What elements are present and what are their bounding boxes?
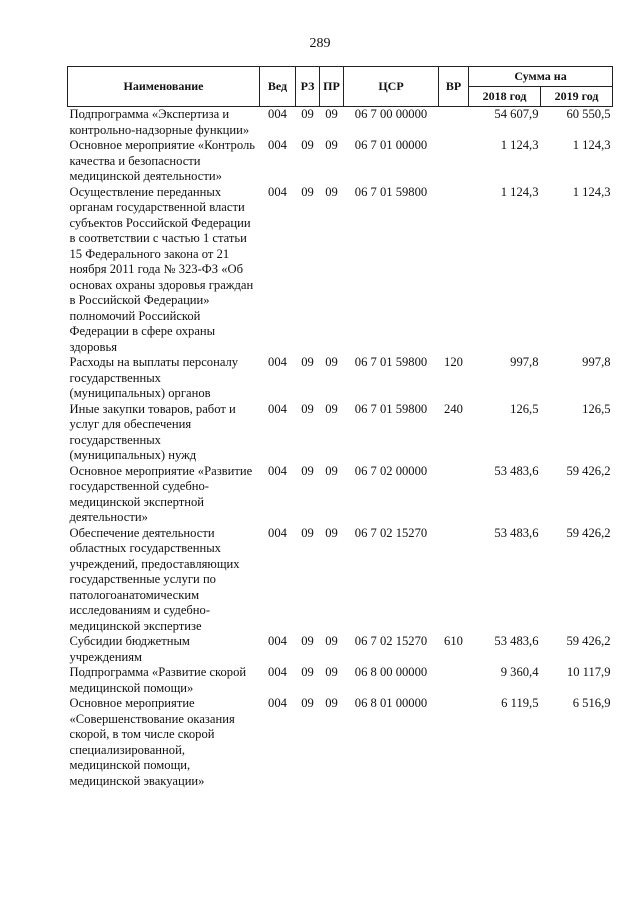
row-name: Подпрограмма «Развитие скорой медицинской помощи» [69,665,247,695]
header-pr: ПР [320,67,344,107]
row-csr: 06 8 00 00000 [354,665,428,679]
row-2018: 1 124,3 [500,184,539,199]
header-sum: Сумма на [469,67,613,87]
row-ved: 004 [268,355,287,369]
row-pr: 09 [325,355,338,369]
row-2019: 59 426,2 [566,525,611,540]
row-ved: 004 [268,401,287,416]
row-ved: 004 [268,634,287,648]
row-ved: 004 [268,107,287,121]
row-2018: 53 483,6 [494,634,539,648]
row-2019: 10 117,9 [566,665,611,679]
row-ved: 004 [268,184,287,199]
page-number: 289 [309,36,331,51]
row-rz: 09 [301,184,314,199]
row-name: Подпрограмма «Экспертиза и контрольно-надзорные функции» [69,107,250,137]
row-csr: 06 7 00 00000 [354,107,428,121]
row-rz: 09 [301,665,314,679]
row-pr: 09 [325,696,338,710]
row-csr: 06 7 02 15270 [354,525,428,540]
row-rz: 09 [301,355,314,369]
row-rz: 09 [301,401,314,416]
row-ved: 004 [268,665,287,679]
budget-table [67,66,613,789]
row-2018: 6 119,5 [501,696,539,710]
row-name: Основное мероприятие «Развитие государственной судебно-медицинской экспертной деятельности» [69,463,253,524]
row-csr: 06 7 02 00000 [354,463,428,478]
row-pr: 09 [325,525,338,540]
row-2018: 1 124,3 [500,138,539,152]
row-pr: 09 [325,401,338,416]
row-rz: 09 [301,634,314,648]
row-csr: 06 8 01 00000 [354,696,428,710]
row-2019: 6 516,9 [572,696,611,710]
row-vr [439,665,469,696]
row-vr [439,526,469,635]
row-2018: 54 607,9 [494,107,539,121]
header-vr: ВР [439,67,469,107]
header-rz: РЗ [296,67,320,107]
row-vr [439,107,469,139]
row-2019: 1 124,3 [572,138,611,152]
row-ved: 004 [268,525,287,540]
row-2019: 60 550,5 [566,107,611,121]
row-vr [439,138,469,185]
row-pr: 09 [325,665,338,679]
row-name: Осуществление переданных органам государственной власти субъектов Российской Федерации в соответствии с частью 1 статьи 15 Федерального закона от 21 ноября 2011 года № 323-ФЗ «Об основах охраны здоровья граждан в Российской Федерации» полномочий Российской Федерации в сфере охраны здоровья [69,184,254,354]
row-2019: 997,8 [582,355,611,369]
row-pr: 09 [325,463,338,478]
row-csr: 06 7 01 59800 [354,184,428,199]
table-row [68,696,613,789]
table-row [68,107,613,139]
row-pr: 09 [325,107,338,121]
row-2018: 997,8 [510,355,539,369]
row-name: Расходы на выплаты персоналу государственных (муниципальных) органов [69,355,239,400]
header-csr: ЦСР [344,67,439,107]
row-rz: 09 [301,138,314,152]
table-row [68,138,613,185]
row-2019: 59 426,2 [566,634,611,648]
row-vr [439,185,469,356]
header-2019: 2019 год [541,87,613,107]
row-rz: 09 [301,107,314,121]
row-rz: 09 [301,696,314,710]
row-vr: 240 [444,401,463,416]
row-name: Субсидии бюджетным учреждениям [69,634,190,664]
table-row [68,665,613,696]
row-ved: 004 [268,463,287,478]
row-vr [439,464,469,526]
header-row [68,67,613,87]
table-row [68,402,613,464]
row-name: Основное мероприятие «Совершенствование оказания скорой, в том числе скорой специализированной, медицинской помощи, медицинской эвакуации» [69,696,235,788]
table-row [68,185,613,356]
row-pr: 09 [325,634,338,648]
row-2019: 59 426,2 [566,463,611,478]
table-row [68,634,613,665]
row-vr: 120 [444,355,463,369]
row-ved: 004 [268,696,287,710]
header-2018: 2018 год [469,87,541,107]
table-row [68,355,613,402]
row-vr: 610 [444,634,463,648]
row-rz: 09 [301,525,314,540]
row-rz: 09 [301,463,314,478]
row-2018: 9 360,4 [500,665,539,679]
header-ved: Вед [260,67,296,107]
header-name: Наименование [68,67,260,107]
row-2019: 126,5 [582,401,611,416]
row-csr: 06 7 01 59800 [354,355,428,369]
row-ved: 004 [268,138,287,152]
row-2019: 1 124,3 [572,184,611,199]
table-row [68,526,613,635]
row-name: Основное мероприятие «Контроль качества и безопасности медицинской деятельности» [69,138,256,183]
row-csr: 06 7 01 59800 [354,401,428,416]
row-name: Иные закупки товаров, работ и услуг для обеспечения государственных (муниципальных) нужд [69,401,236,462]
row-2018: 53 483,6 [494,525,539,540]
row-vr [439,696,469,789]
table-row [68,464,613,526]
row-pr: 09 [325,184,338,199]
row-2018: 126,5 [510,401,539,416]
row-csr: 06 7 02 15270 [354,634,428,648]
row-csr: 06 7 01 00000 [354,138,428,152]
row-name: Обеспечение деятельности областных государственных учреждений, предоставляющих государственные услуги по патологоанатомическим исследованиям и судебно-медицинской экспертизе [69,525,240,633]
row-2018: 53 483,6 [494,463,539,478]
row-pr: 09 [325,138,338,152]
